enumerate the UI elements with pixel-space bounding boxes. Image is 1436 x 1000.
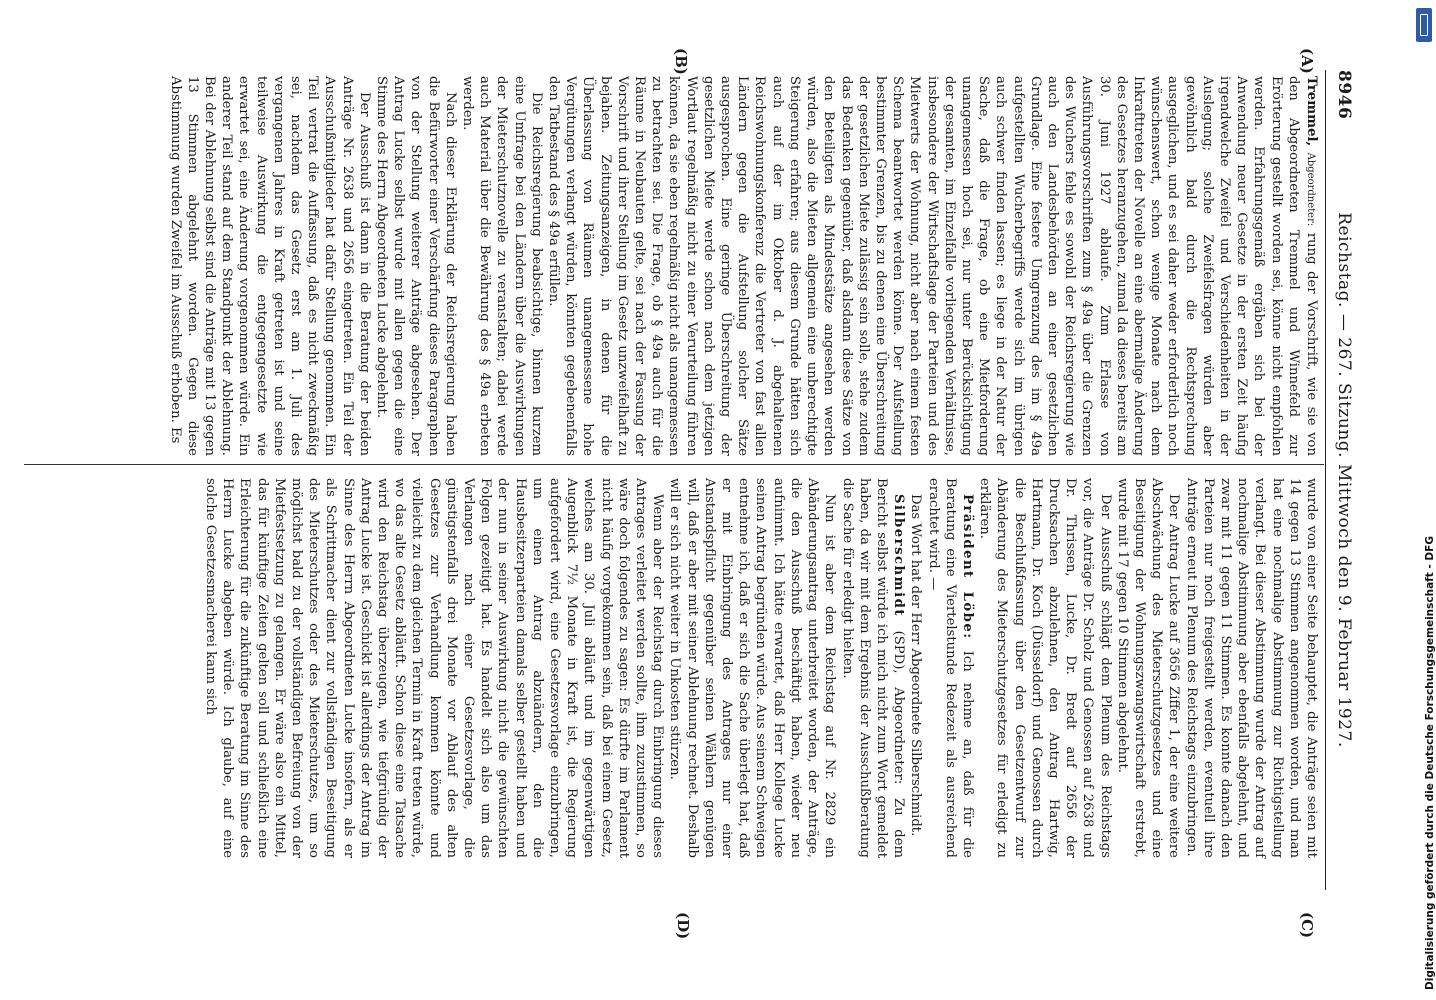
paragraph — [924, 478, 976, 858]
margin-marker-c: (C) — [1298, 912, 1316, 939]
column-divider — [24, 464, 1324, 465]
left-column — [30, 76, 1320, 456]
speaker-name: Tremmel, — [1304, 76, 1319, 147]
header-rule — [1325, 70, 1326, 890]
margin-marker-b: (B) — [672, 48, 690, 75]
speaker-note: (SPD), Abgeordneter: — [891, 630, 907, 785]
paragraph: Der Antrag Lucke auf 3656 Ziffer 1, der eine weitere Abschwächung des Mieterschutzgesetzes und eine Beseitigung der Wohnungszwangswirtschaft erstrebt, wurde mit 17 gegen 10 Stimmen abgelehnt. — [1114, 478, 1182, 858]
paragraph: Die Reichsregierung beabsichtige, binnen kurzem eine Umfrage bei den Ländern über die Auswirkungen der Mieterschutznovelle zu veranstalten; dabei werde auch Material über die Bewährung des § 49a erbeten werden. — [460, 76, 544, 456]
margin-marker-d: (D) — [674, 912, 692, 940]
page-number: 8946 — [1334, 70, 1354, 120]
page-title: Reichstag. — 267. Sitzung. Mittwoch den 9. Februar 1927. — [1334, 212, 1354, 748]
document-page — [0, 40, 1360, 940]
speaker-note: Abgeordneter: — [1305, 152, 1316, 227]
paragraph: Nach dieser Erklärung der Reichsregierung haben die Befürworter einer Verschärfung dieses Paragraphen von der Stellung weiterer Anträge abgesehen. Der Antrag Lucke selbst wurde mit allen gegen die eine Stimme des Herrn Abgeordneten Lucke abgelehnt. — [374, 76, 458, 456]
speaker-name: Silberschmidt — [891, 494, 907, 617]
paragraph: Das Wort hat der Herr Abgeordnete Silberschmidt. — [908, 494, 924, 837]
digitization-credit: Digitalisierung gefördert durch die Deutsche Forschungsgemeinschaft - DFG — [1424, 536, 1436, 990]
paragraph: wurde von einer Seite behauptet, die Anträge seien mit 14 gegen 13 Stimmen angenommen worden, und man hat eine nochmalige Abstimmung zur Richtigstellung verlangt. Bei dieser Abstimmung wurde der Antrag auf nochmalige Abstimmung aber ebenfalls abgelehnt, und zwar mit 11 gegen 11 Stimmen. Es konnte danach den Parteien nur noch freigestellt werden, eventuell ihre Anträge erneut im Plenum des Reichstags einzubringen. — [1183, 478, 1319, 858]
paragraph-text: Ich nehme an, daß für die Beratung eine Viertelstunde Redezeit als ausreichend erachtet wird. — — [925, 478, 975, 858]
right-column — [30, 478, 1320, 858]
margin-marker-a: (A) — [1298, 48, 1316, 74]
paragraph: Nun ist aber dem Reichstag auf Nr. 2829 ein Abänderungsantrag unterbreitet worden, der Anträge, die den Ausschuß beschäftigt haben, wieder neu aufnimmt. Ich hätte erwartet, daß Herr Kollege Lucke seinen Antrag begründen würde. Aus seinem Schweigen entnehme ich, daß er sich die Sache überlegt hat, daß er mit Einbringung des Antrages nur einer Anstandspflicht gegenüber seinen Wählern genügen will, daß er aber mit seiner Ablehnung rechnet. Deshalb will er sich nicht weiter in Unkosten stürzen. — [667, 478, 838, 858]
page-header — [1328, 70, 1360, 890]
paragraph — [838, 478, 907, 858]
paragraph-text: Zu dem Bericht selbst würde ich mich nicht zum Wort gemeldet haben, da wir mit dem Ergebnis der Ausschußberatung die Sache für erledigt hielten. — [839, 478, 907, 859]
paragraph: Wenn aber der Reichstag durch Einbringung dieses Antrages verleitet werden sollte, ihm zuzustimmen, so wäre doch folgendes zu sagen: Es dürfte im Parlament nicht häufig vorgekommen sein, daß bei einem Gesetz, welches am 30. Juli abläuft und im gegenwärtigen Augenblick 7½ Monate in Kraft ist, die Regierung aufgefordert wird, eine Gesetzesvorlage einzubringen, um einen Antrag abzuändern, den die Hausbesitzerparteien damals selber gestellt haben und der nun in seiner Auswirkung nicht die gewünschten Folgen gezeitigt hat. Es handelt sich also um das Verlangen nach einer Gesetzesvorlage, die günstigstenfalls drei Monate vor Ablauf des alten Gesetzes zur Verhandlung kommen könnte und vielleicht zu dem gleichen Termin in Kraft treten würde, wo das alte Gesetz abläuft. Schon diese eine Tatsache wird den Reichstag überzeugen, wie tiefgründig der Antrag Lucke ist. Geschickt ist allerdings der Antrag im Sinne des Herrn Abgeordneten Lucke insofern, als er als Schrittmacher dient zur vollständigen Beseitigung des Mieterschutzes oder des Mieterschutzes, um so möglichst bald zu der vollständigen Befreiung von der Mietfestsetzung zu gelangen. Er wäre also ein Mittel, das für künftige Zeiten gelten soll und schließlich eine Erleichterung für die zukünftige Beratung im Sinne des Herrn Lucke abgeben würde. Ich glaube, auf eine solche Gesetzesmacherei kann sich — [203, 478, 666, 858]
paragraph-text: rung der Vorschrift, wie sie von den Abgeordneten Tremmel und Winnefeld zur Erörterung gestellt worden sei, könne nicht empfohlen werden. Erfahrungsgemäß ergäben sich bei der Anwendung neuer Gesetze in der ersten Zeit häufig irgendwelche Zweifel und Verschiedenheiten in der Auslegung; solche Zweifelsfragen würden aber gewöhnlich bald durch die Rechtsprechung ausgeglichen, und es sei daher weder erforderlich noch wünschenswert, schon wenige Monate nach dem Inkrafttreten der Novelle an eine abermalige Änderung des Gesetzes heranzugehen, zumal da dieses bereits am 30. Juni 1927 ablaufe. Zum Erlasse von Ausführungsvorschriften zum § 49a über die Grenzen des Wuchers fehle es sowohl der Reichsregierung wie auch den Landesbehörden an einer gesetzlichen Grundlage. Eine festere Umgrenzung des im § 49a aufgestellten Wucherbegriffs werde sich im übrigen auch schwer finden lassen; es liege in der Natur der Sache, daß die Frage, ob eine Mietforderung unangemessen hoch sei, nur unter Berücksichtigung der gesamten, im Einzelfalle vorliegenden Verhältnisse, insbesondere der Wirtschaftslage der Parteien und des Mietwerts der Wohnung, nicht aber nach einem festen Schema beantwortet werden könne. Der Aufstellung bestimmter Grenzen, bis zu denen eine Überschreitung der gesetzlichen Miete zulässig sein solle, stehe zudem das Bedenken gegenüber, daß alsdann diese Sätze von den Beteiligten als Mindestsätze angesehen werden würden, also die Mieten allgemein eine unberechtigte Steigerung erfahren; aus diesem Grunde hätten sich auch auf der im Oktober d. J. abgehaltenen Reichswohnungskonferenz die Vertreter von fast allen Ländern gegen die Aufstellung solcher Sätze ausgesprochen. Eine geringe Überschreitung der gesetzlichen Miete werde schon nach dem jetzigen Wortlaut regelmäßig nicht zu einer Verurteilung führen können, da sie eben regelmäßig nicht als unangemessen zu betrachten sei. Die Frage, ob § 49a auch für die Räume in Neubauten gelte, sei nach der Fassung der Vorschrift und ihrer Stellung im Gesetz unzweifelhaft zu bejahen. Zeitungsanzeigen, in denen für die Überlassung von Räumen unangemessene hohe Vergütungen verlangt würden, könnten gegebenenfalls den Tatbestand des § 49a erfüllen. — [546, 76, 1319, 456]
paragraph: Der Ausschuß schlägt dem Plenum des Reichstags vor, die Anträge Dr. Scholz und Genossen auf 2638 und Dr. Thrissen, Lucke, Dr. Bredt auf 2656 der Drucksachen abzulehnen, den Antrag Hartwig, Hartmann, Dr. Koch (Düsseldorf) und Genossen durch die Beschlußfassung über den Gesetzentwurf zur Abänderung des Mieterschutzgesetzes für erledigt zu erklären. — [977, 478, 1113, 858]
paragraph: Der Ausschuß ist dann in die Beratung der beiden Anträge Nr. 2638 und 2656 eingetreten. Ein Teil der Ausschußmitglieder hat dafür Stellung genommen. Ein Teil vertrat die Auffassung, daß es nicht zweckmäßig sei, nachdem das Gesetz erst am 1. Juli des vergangenen Jahres in Kraft getreten ist und seine teilweise Auswirkung die entgegengesetzte wie erwartet sei, eine Änderung vorgenommen würde. Ein anderer Teil stand auf dem Standpunkt der Ablehnung. Bei der Ablehnung selbst sind die Anträge mit 13 gegen 13 Stimmen abgelehnt worden. Gegen diese Abstimmung wurden Zweifel im Ausschuß erhoben. Es — [167, 76, 372, 456]
paragraph — [545, 76, 1320, 456]
dfg-logo-icon — [1416, 8, 1432, 42]
speaker-name: Präsident Löbe: — [959, 494, 975, 640]
